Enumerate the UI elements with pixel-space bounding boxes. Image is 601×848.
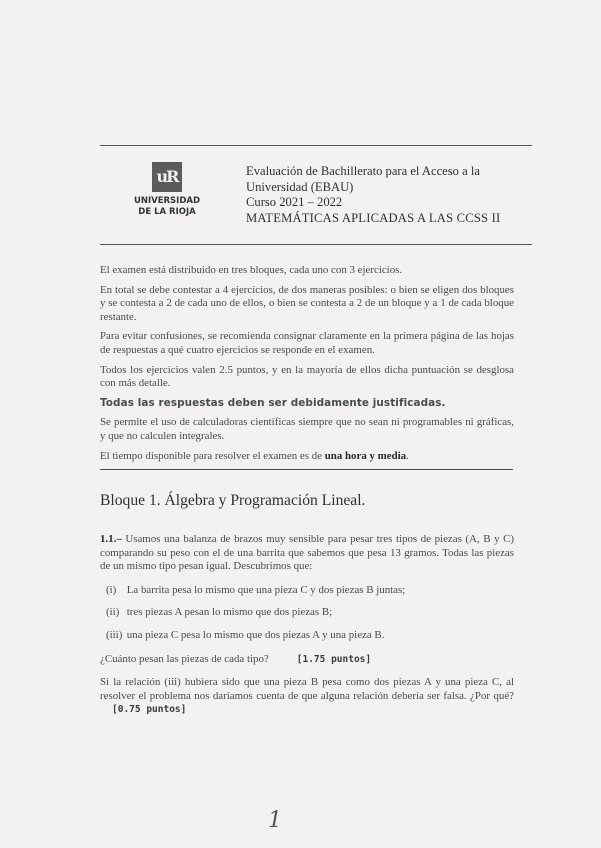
exercise-followup: Si la relación (iii) hubiera sido que una pieza B pesa como dos piezas A y una pieza C, al resolver el problema nos daríamos cuenta de que alguna relación debería ser falsa. ¿Por qué?[0.75 puntos] [100, 676, 514, 716]
list-item: (i) La barrita pesa lo mismo que una pieza C y dos piezas B juntas; [106, 583, 406, 596]
instruction-justify: Todas las respuestas deben ser debidamente justificadas. [100, 396, 446, 409]
exercise-number: 1.1.– [100, 533, 122, 545]
instruction-scoring: Todos los ejercicios valen 2.5 puntos, y en la mayoría de ellos dicha puntuación se desglosa con más detalle. [100, 363, 514, 390]
divider [100, 469, 513, 470]
instruction-selection: En total se debe contestar a 4 ejercicios, de dos maneras posibles: o bien se eligen dos bloques y se contesta a 2 de cada uno de ellos, o bien se contesta a 2 de un bloque y a 1 de cada bloque restante. [100, 283, 514, 323]
exam-course: Curso 2021 – 2022 [246, 195, 343, 209]
logo-mark-icon: uR [152, 162, 182, 192]
exam-info [246, 164, 536, 226]
exam-header [100, 145, 532, 245]
list-item: (ii) tres piezas A pesan lo mismo que dos piezas B; [106, 606, 333, 619]
block-title: Bloque 1. Álgebra y Programación Lineal. [100, 492, 366, 509]
university-name-line1: UNIVERSIDAD [133, 196, 201, 206]
exam-title-line2: Universidad (EBAU) [246, 179, 354, 194]
page-number: 1 [268, 808, 282, 833]
university-name-line2: DE LA RIOJA [138, 207, 196, 217]
question-points: [1.75 puntos] [296, 653, 372, 665]
instruction-calculators: Se permite el uso de calculadoras científicas siempre que no sean ni programables ni gráficas, y que no calculen integrales. [100, 416, 514, 442]
exercise-1-1 [100, 533, 514, 727]
university-logo [122, 162, 212, 218]
exercise-conditions [106, 584, 514, 643]
exam-instructions [100, 264, 514, 469]
exercise-question: ¿Cuánto pesan las piezas de cada tipo? [1.75 puntos] [100, 652, 372, 665]
exam-subject: MATEMÁTICAS APLICADAS A LAS CCSS II [246, 210, 501, 225]
list-item: (iii) una pieza C pesa lo mismo que dos piezas A y una pieza B. [106, 628, 385, 641]
instruction-time: El tiempo disponible para resolver el examen es de una hora y media. [100, 449, 409, 462]
exercise-statement: 1.1.– Usamos una balanza de brazos muy sensible para pesar tres tipos de piezas (A, B y C) comparando su peso con el de una barrita que sabemos que pesa 13 gramos. Todas las piezas de un mismo tipo pesan igual. Descubrimos que: [100, 533, 514, 573]
exam-title-line1: Evaluación de Bachillerato para el Acceso a la [246, 164, 480, 178]
instruction-labeling: Para evitar confusiones, se recomienda consignar claramente en la primera página de las hojas de respuestas a qué cuatro ejercicios se responde en el examen. [100, 330, 514, 356]
followup-points: [0.75 puntos] [112, 704, 187, 716]
instruction-structure: El examen está distribuido en tres bloques, cada uno con 3 ejercicios. [100, 264, 403, 276]
